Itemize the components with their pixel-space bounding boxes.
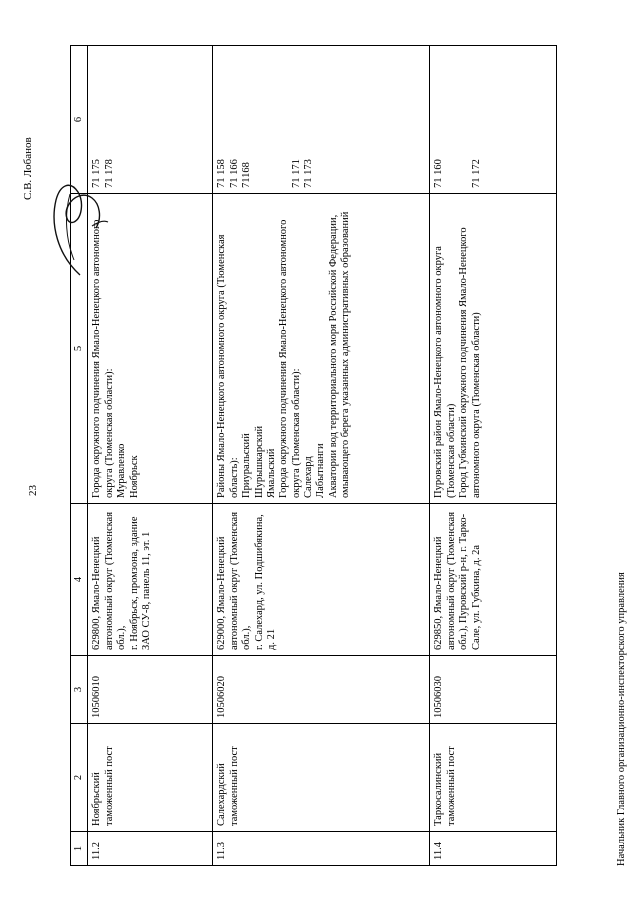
table-row [430,46,557,866]
customs-posts-table [70,45,557,866]
post-code: 10506020 [213,656,430,724]
column-number-3: 3 [71,656,88,724]
column-number-6: 6 [71,46,88,194]
post-region: Районы Ямало-Ненецкого автономного округа (Тюменская область): Приуральский Шурышкарский Ямальский Города окружного подчинения Ямало-Ненецкого автономного округа (Тюменская области): Салехард Лабытнанги Акватории вод территориального моря Российской Федерации, омывающего берега указанных административных образований [213,194,430,504]
column-number-1: 1 [71,832,88,866]
post-address: 629000, Ямало-Ненецкий автономный округ (Тюменская обл.), г. Салехард, ул. Подшибякина, д. 21 [213,504,430,656]
post-address: 629850, Ямало-Ненецкий автономный округ (Тюменская обл.), Пуровский р-н, г. Тарко-Сале, ул. Губкина, д. 2а [430,504,557,656]
post-code: 10506010 [88,656,213,724]
column-number-2: 2 [71,724,88,832]
column-number-4: 4 [71,504,88,656]
row-number: 11.4 [430,832,557,866]
row-number: 11.3 [213,832,430,866]
post-address: 629800, Ямало-Ненецкий автономный округ (Тюменская обл.), г. Ноябрьск, промзона, здание ЗАО СУ-8, панель 11, эт. 1 [88,504,213,656]
post-name: Салехардский таможенный пост [213,724,430,832]
post-name: Ноябрьский таможенный пост [88,724,213,832]
column-number-5: 5 [71,194,88,504]
handwritten-signature [40,160,110,280]
region-codes: 71 160 71 172 [430,46,557,194]
signature-title: Начальник Главного организационно-инспекторского управления [616,572,627,866]
page-number: 23 [27,485,39,496]
table-row [213,46,430,866]
region-codes: 71 175 71 178 [88,46,213,194]
signature-name: С.В. Лобанов [22,137,34,200]
post-name: Таркосалинский таможенный пост [430,724,557,832]
row-number: 11.2 [88,832,213,866]
post-code: 10506030 [430,656,557,724]
post-region: Пуровский район Ямало-Ненецкого автономного округа (Тюменская области) Город Губкинский окружного подчинения Ямало-Ненецкого автономного округа (Тюменская области) [430,194,557,504]
post-region: Города окружного подчинения Ямало-Ненецкого автономного округа (Тюменская области): Муравленко Ноябрьск [88,194,213,504]
region-codes: 71 158 71 166 71168 71 171 71 173 [213,46,430,194]
